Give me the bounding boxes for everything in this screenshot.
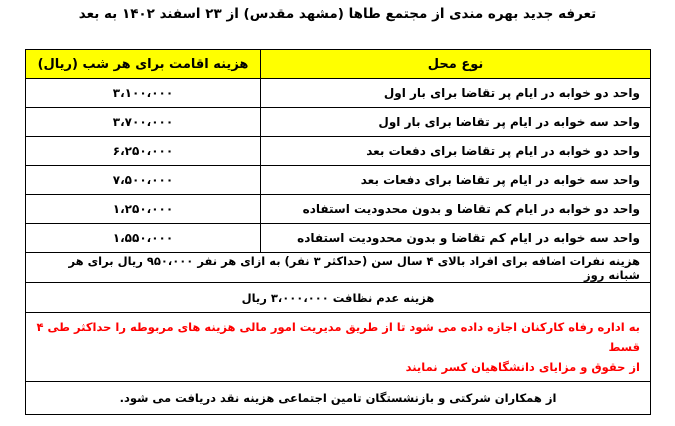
table-row	[26, 108, 651, 137]
cost-cell: ۶،۲۵۰،۰۰۰	[26, 137, 261, 166]
tariff-table	[25, 49, 651, 415]
cleaning-row	[26, 283, 651, 313]
cost-cell: ۷،۵۰۰،۰۰۰	[26, 166, 261, 195]
location-cell: واحد سه خوابه در ایام پر تقاضا برای بار اول	[261, 108, 651, 137]
cleaning-note: هزینه عدم نظافت ۳،۰۰۰،۰۰۰ ریال	[26, 283, 651, 313]
insurance-row	[26, 382, 651, 415]
location-column-header: نوع محل	[261, 50, 651, 79]
location-cell: واحد دو خوابه در ایام پر تقاضا برای دفعات بعد	[261, 137, 651, 166]
table-row	[26, 137, 651, 166]
location-cell: واحد دو خوابه در ایام کم تقاضا و بدون محدودیت استفاده	[261, 195, 651, 224]
extra-person-row	[26, 253, 651, 283]
welfare-row	[26, 313, 651, 382]
cost-column-header: هزینه اقامت برای هر شب (ریال)	[26, 50, 261, 79]
welfare-note	[26, 313, 651, 382]
table-row	[26, 166, 651, 195]
cost-cell: ۱،۲۵۰،۰۰۰	[26, 195, 261, 224]
page-title: تعرفه جدید بهره مندی از مجتمع طاها (مشهد مقدس) از ۲۳ اسفند ۱۴۰۲ به بعد	[78, 6, 597, 22]
welfare-note-line2: از حقوق و مزایای دانشگاهیان کسر نمایند	[405, 360, 640, 374]
table-row	[26, 195, 651, 224]
table-row	[26, 79, 651, 108]
cost-cell: ۱،۵۵۰،۰۰۰	[26, 224, 261, 253]
cost-cell: ۳،۱۰۰،۰۰۰	[26, 79, 261, 108]
location-cell: واحد سه خوابه در ایام کم تقاضا و بدون محدودیت استفاده	[261, 224, 651, 253]
welfare-note-line1: به اداره رفاه کارکنان اجازه داده می شود تا از طریق مدیریت امور مالی هزینه های مربوطه را حداکثر طی ۴ قسط	[36, 320, 640, 354]
table-header-row	[26, 50, 651, 79]
cost-cell: ۳،۷۰۰،۰۰۰	[26, 108, 261, 137]
table-row	[26, 224, 651, 253]
location-cell: واحد دو خوابه در ایام پر تقاضا برای بار اول	[261, 79, 651, 108]
location-cell: واحد سه خوابه در ایام پر تقاضا برای دفعات بعد	[261, 166, 651, 195]
insurance-note: از همکاران شرکتی و بازنشستگان تامین اجتماعی هزینه نقد دریافت می شود.	[26, 382, 651, 415]
extra-person-note: هزینه نفرات اضافه برای افراد بالای ۴ سال سن (حداکثر ۳ نفر) به ازای هر نفر ۹۵۰،۰۰۰ ریال برای هر شبانه روز	[26, 253, 651, 283]
